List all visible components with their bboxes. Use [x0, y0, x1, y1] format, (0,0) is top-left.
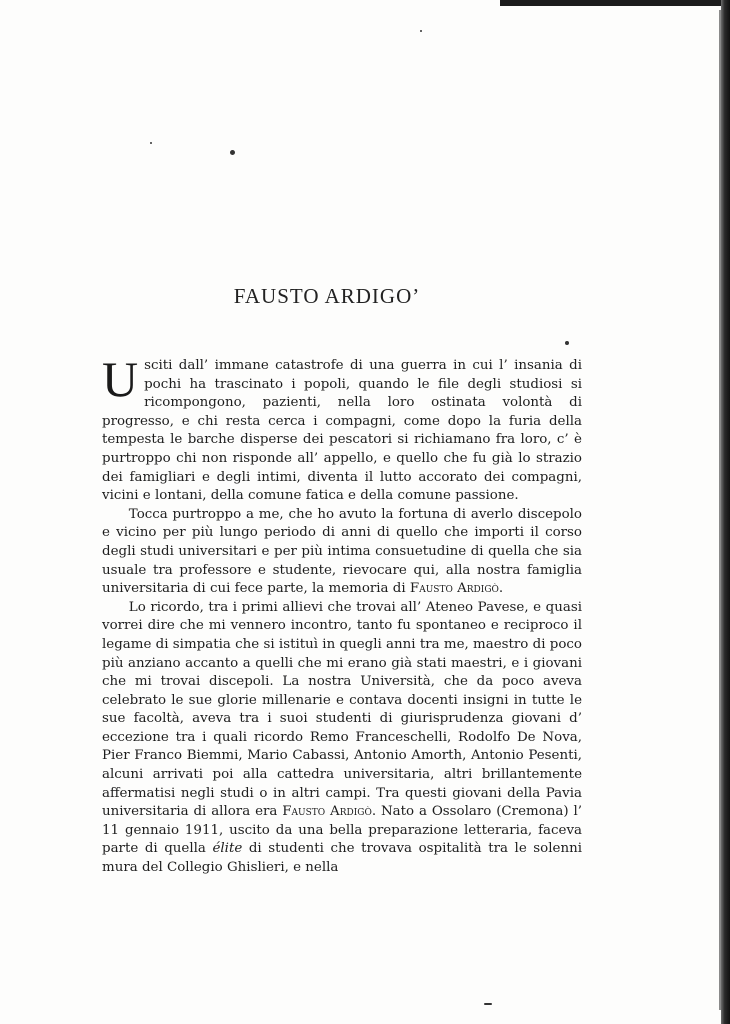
page-edge-shadow: [719, 10, 721, 1010]
drop-cap: U: [102, 351, 139, 407]
page-edge-right: [721, 0, 730, 1024]
paragraph-3-name: Fausto Ardigò: [282, 804, 372, 820]
paragraph-3-text-b: . Nato a Ossolaro (Cremona) l’ 11 gennaio 1911, uscito da una bella preparazione letteraria, faceva parte di quella: [102, 804, 582, 857]
scan-speck: [150, 142, 152, 144]
paragraph-1: [102, 351, 582, 506]
paragraph-1-text: sciti dall’ immane catastrofe di una guerra in cui l’ insania di pochi ha trascinato i popoli, quando le file degli studiosi si ricompongono, pazienti, nella loro ostinata volontà di progresso, e chi resta cerca i compagni, come dopo la furia della tempesta le barche disperse dei pescatori si richiamano fra loro, c’ è purtroppo chi non risponde all’ appello, e quello che fu già lo strazio dei famigliari e degli intimi, diventa il lutto accorato dei compagni, vicini e lontani, della comune fatica e della comune passione.: [102, 358, 582, 504]
page-title: FAUSTO ARDIGO’: [233, 284, 421, 308]
paragraph-2-end: .: [498, 581, 504, 597]
scan-speck: [420, 30, 422, 32]
page-edge-top: [500, 0, 730, 6]
paragraph-3-text-a: Lo ricordo, tra i primi allievi che trovai all’ Ateneo Pavese, e quasi vorrei dire che mi vennero incontro, tanto fu spontaneo e reciproco il legame di simpatia che si istituì in quegli anni tra me, maestro di poco più anziano accanto a quelli che mi erano già stati maestri, e i giovani che mi trovai discepoli. La nostra Università, che da poco aveva celebrato le sue glorie millenarie e contava docenti insigni in tutte le sue facoltà, aveva tra i suoi studenti di giurisprudenza giovani d’ eccezione tra i quali ricordo Remo Franceschelli, Rodolfo De Nova, Pier Franco Biemmi, Mario Cabassi, Antonio Amorth, Antonio Pesenti, alcuni arrivati poi alla cattedra universitaria, altri brillantemente affermatisi negli studi o in altri campi. Tra questi giovani della Pavia universitaria di allora era: [102, 599, 582, 820]
paragraph-2-text: Tocca purtroppo a me, che ho avuto la fortuna di averlo discepolo e vicino per più lungo periodo di anni di quello che importi il corso degli studi universitari e per più intima consuetudine di quella che sia usuale tra professore e studente, rievocare qui, alla nostra famiglia universitaria di cui fece parte, la memoria di: [102, 506, 582, 597]
paragraph-2: [102, 506, 582, 599]
paragraph-3: [102, 599, 582, 878]
scan-speck: [565, 341, 569, 345]
paragraph-2-name: Fausto Ardigò: [409, 581, 499, 597]
paragraph-3-text-c: di studenti che trovava ospitalità tra le solenni mura del Collegio Ghislieri, e nella: [102, 841, 582, 876]
paragraph-3-italic: élite: [212, 841, 243, 857]
scan-speck: [230, 150, 235, 155]
scan-speck: [484, 1003, 492, 1005]
body-text: [102, 351, 582, 878]
